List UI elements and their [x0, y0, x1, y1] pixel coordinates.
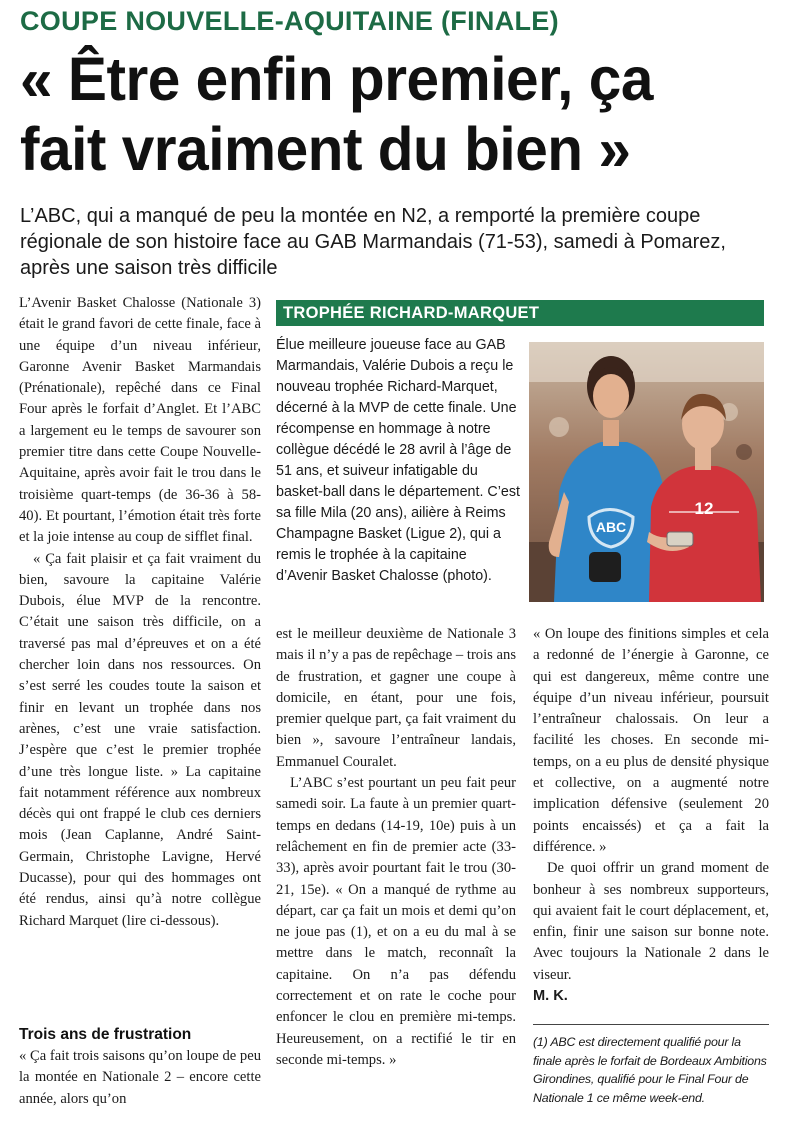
subheading: Trois ans de frustration: [19, 1026, 192, 1043]
body-paragraph: L’ABC s’est pourtant un peu fait peur samedi soir. La faute à un premier quart-temps en dedans (14-19, 10e) puis à un relâchement en fin de premier acte (33-33), après avoir pourtant fait le trou (30-21, 15e). « On a manqué de rythme au départ, car ça fait un mois et demi qu’on ne joue pas (1), et on a eu du mal à se mettre dans le match, reconnaît la capitaine. On n’a pas défendu correctement et on rate le coche pour enfoncer le clou en première mi-temps. Heureusement, on a rectifié le tir en seconde mi-temps. »: [276, 775, 516, 1068]
footnote: (1) ABC est directement qualifié pour la finale après le forfait de Bordeaux Ambitions Girondines, qualifié pour le Final Four de Nationale 1 ce même week-end.: [533, 1024, 769, 1107]
standfirst: L’ABC, qui a manqué de peu la montée en N2, a remporté la première coupe régionale de son histoire face au GAB Marmandais (71-53), samedi à Pomarez, après une saison très difficile: [20, 205, 726, 279]
sidebar-text: Élue meilleure joueuse face au GAB Marmandais, Valérie Dubois a reçu le nouveau trophée Richard-Marquet, décerné à la MVP de cette finale. Une récompense en hommage à notre collègue décédé le 28 avril à l’âge de 51 ans, et suiveur infatigable du basket-ball dans le département. C’est sa fille Mila (20 ans), ailière à Reims Champagne Basket (Ligue 2), qui a remis le trophée à la capitaine d’Avenir Basket Chalosse (photo).: [276, 337, 520, 584]
article-column-3: [533, 624, 769, 1007]
article-column-1-continued: [19, 1046, 261, 1110]
photo-illustration: [529, 342, 764, 602]
body-paragraph: « On loupe des finitions simples et cela a redonné de l’énergie à Garonne, ce qui est dangereux, même contre une équipe d’un niveau inférieur, poursuit l’entraîneur chalossais. On leur a facilité les choses. En seconde mi-temps, on a eu plus de densité physique et collective, on a augmenté notre implication défensive (seulement 20 points encaissés) et ça a fait la différence. »: [533, 626, 769, 855]
article-column-2: [276, 624, 516, 1071]
body-paragraph: « Ça fait plaisir et ça fait vraiment du bien, savoure la capitaine Valérie Dubois, élue MVP de la rencontre. C’était une saison très difficile, on a traversé pas mal d’épreuves et on a été chercher loin dans nos ressources. On s’est serré les coudes toute la saison et finir en levant un trophée dans nos arènes, c’est une vraie satisfaction. J’espère que c’est le premier trophée d’une très longue liste. » La capitaine fait notamment référence aux nombreux décès qui ont frappé le club ces derniers mois (Jean Caplanne, André Saint-Germain, Christophe Lavigne, Hervé Ducasse), pour qui des hommages ont été rendus, ainsi qu’à notre collègue Richard Marquet (lire ci-dessous).: [19, 550, 261, 929]
jersey-number: 12: [694, 499, 714, 518]
trophy-photo: [529, 342, 764, 602]
body-paragraph: « Ça fait trois saisons qu’on loupe de peu la montée en Nationale 2 – encore cette année, alors qu’on: [19, 1048, 261, 1107]
article-column-1: [19, 293, 261, 932]
sidebar-title-bar: TROPHÉE RICHARD-MARQUET: [276, 300, 764, 326]
section-kicker: COUPE NOUVELLE-AQUITAINE (FINALE): [20, 6, 559, 36]
body-paragraph: L’Avenir Basket Chalosse (Nationale 3) était le grand favori de cette finale, face à une équipe d’un niveau inférieur, Garonne Avenir Basket Marmandais (Prénationale), repêché dans ce Final Four après le forfait d’Anglet. Et l’ABC a largement eu le temps de savourer son premier titre dans cette Coupe Nouvelle-Aquitaine, après avoir fait le trou dans le troisième quart-temps (de 36-36 à 58-40). Et pourtant, l’émotion était très forte et la joie intense au coup de sifflet final.: [19, 295, 261, 546]
body-paragraph: est le meilleur deuxième de Nationale 3 mais il n’y a pas de repêchage – trois ans de frustration, et gagner une coupe à domicile, en étant, pour une fois, premier quelque part, ça fait vraiment du bien », savoure l’entraîneur landais, Emmanuel Couralet.: [276, 626, 516, 770]
author-signature: M. K.: [533, 988, 568, 1005]
shirt-text: ABC: [595, 519, 627, 535]
body-paragraph: De quoi offrir un grand moment de bonheur à ses nombreux supporteurs, qui avaient fait le court déplacement, et, enfin, finir une saison sur bonne note. Avec toujours la Nationale 2 dans le viseur.: [533, 860, 769, 983]
headline: « Être enfin premier, ça fait vraiment du bien »: [20, 45, 653, 183]
